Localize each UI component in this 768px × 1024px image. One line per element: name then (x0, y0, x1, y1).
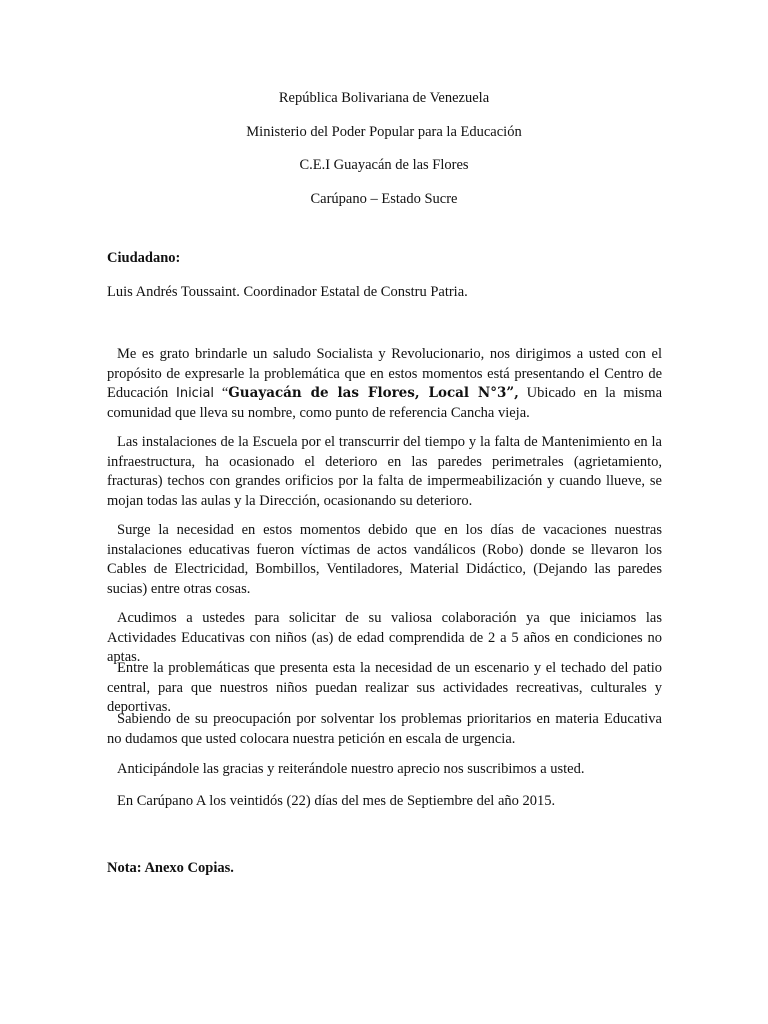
recipient-line: Luis Andrés Toussaint. Coordinador Estatal de Constru Patria. (107, 284, 468, 300)
header-location: Carúpano – Estado Sucre (310, 190, 458, 207)
paragraph-1-part-3: Ubicado en la misma comunidad que lleva su nombre, como punto de referencia Cancha vieja. (107, 385, 663, 421)
paragraph-7-text: Anticipándole las gracias y reiterándole nuestro aprecio nos suscribimos a usted. (117, 761, 585, 777)
annex-note: Nota: Anexo Copias. (107, 860, 234, 876)
paragraph-8 (107, 792, 662, 812)
header-school: C.E.I Guayacán de las Flores (299, 157, 469, 173)
paragraph-5-text: Entre la problemáticas que presenta esta la necesidad de un escenario y el techado del patio central, para que nuestros niños puedan realizar sus actividades recreativas, culturales y deportivas. (107, 660, 662, 715)
letter-header (0, 89, 768, 223)
paragraph-3-text: Surge la necesidad en estos momentos debido que en los días de vacaciones nuestras instalaciones educativas fueron víctimas de actos vandálicos (Robo) donde se llevaron los Cables de Electricidad, Bombillos, Ventiladores, Material Didáctico, (Dejando las paredes sucias) entre otras cosas. (107, 522, 662, 597)
school-name-bold: Guayacán de las Flores, Local N°3”, (228, 385, 519, 401)
salutation: Ciudadano: (107, 250, 181, 266)
paragraph-6-text: Sabiendo de su preocupación por solventar los problemas prioritarios en materia Educativa no dudamos que usted colocara nuestra petición en escala de urgencia. (107, 711, 662, 747)
paragraph-1-part-1: Me es grato brindarle un saludo Socialista y Revolucionario, nos dirigimos a usted con el propósito de expresarle la problemática que en estos momentos está presentando el Centro de Educación (107, 346, 662, 401)
paragraph-6 (107, 710, 662, 749)
paragraph-8-text: En Carúpano A los veintidós (22) días del mes de Septiembre del año 2015. (117, 793, 556, 809)
header-country: República Bolivariana de Venezuela (278, 90, 490, 106)
paragraph-3 (107, 521, 662, 599)
paragraph-2 (107, 433, 662, 511)
header-ministry: Ministerio del Poder Popular para la Educación (246, 123, 522, 140)
paragraph-2-text: Las instalaciones de la Escuela por el transcurrir del tiempo y la falta de Mantenimiento en la infraestructura, ha ocasionado el deterioro en las paredes perimetrales (agrietamiento, fracturas) techos con grandes orificios por la falta de impermeabilización y cuando llueve, se mojan todas las aulas y la Dirección, ocasionando su deterioro. (107, 434, 662, 509)
paragraph-5 (107, 659, 662, 718)
paragraph-7 (107, 760, 662, 780)
paragraph-4-text: Acudimos a ustedes para solicitar de su valiosa colaboración ya que iniciamos las Actividades Educativas con niños (as) de edad comprendida de 2 a 5 años en condiciones no aptas. (107, 610, 662, 665)
paragraph-1 (107, 345, 662, 423)
paragraph-1-sans-word: Inicial (176, 386, 215, 401)
paragraph-1-part-2: “ (214, 385, 229, 401)
